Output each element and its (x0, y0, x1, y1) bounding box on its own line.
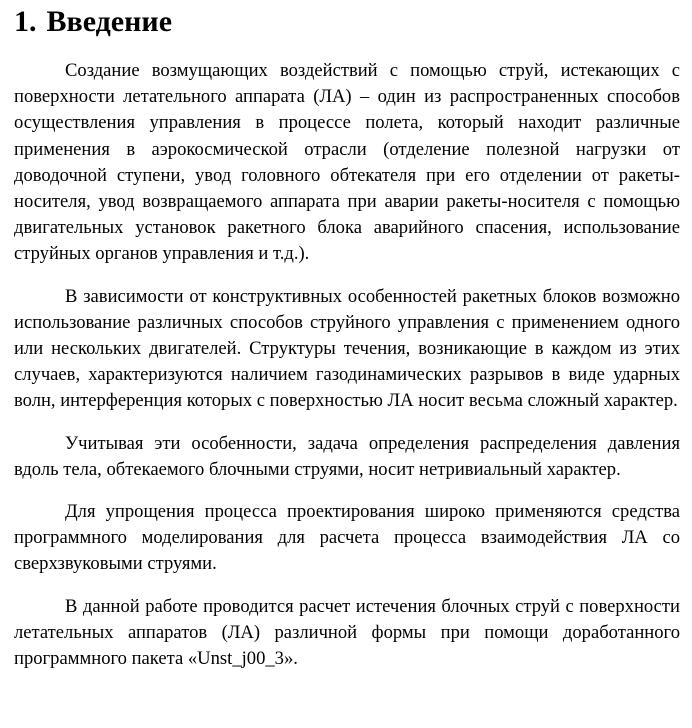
section-number: 1. (14, 5, 37, 38)
section-title: Введение (46, 5, 173, 38)
section-heading (14, 4, 680, 40)
paragraph-jet-control: В зависимости от конструктивных особенностей ракетных блоков возможно использование различных способов струйного управления с применением одного или нескольких двигателей. Структуры течения, возникающие в каждом из этих случаев, характеризуются наличием газодинамических разрывов в виде ударных волн, интерференция которых с поверхностью ЛА носит весьма сложный характер. (14, 285, 680, 412)
paragraph-task: Учитывая эти особенности, задача определения распределения давления вдоль тела, обтекаемого блочными струями, носит нетривиальный характер. (14, 432, 680, 480)
document-page (14, 0, 680, 688)
paragraph-intro: Создание возмущающих воздействий с помощью струй, истекающих с поверхности летательного аппарата (ЛА) – один из распространенных способов осуществления управления в процессе полета, который находит различные применения в аэрокосмической отрасли (отделение полезной нагрузки от доводочной ступени, увод головного обтекателя при его отделении от ракеты-носителя, увод возвращаемого аппарата при аварии ракеты-носителя с помощью двигательных установок ракетного блока аварийного спасения, использование струйных органов управления и т.д.). (14, 60, 680, 265)
paragraph-this-work: В данной работе проводится расчет истечения блочных струй с поверхности летательных аппаратов (ЛА) различной формы при помощи доработанного программного пакета «Unst_j00_3». (14, 595, 680, 670)
paragraph-modeling: Для упрощения процесса проектирования широко применяются средства программного моделирования для расчета процесса взаимодействия ЛА со сверхзвуковыми струями. (14, 501, 680, 575)
